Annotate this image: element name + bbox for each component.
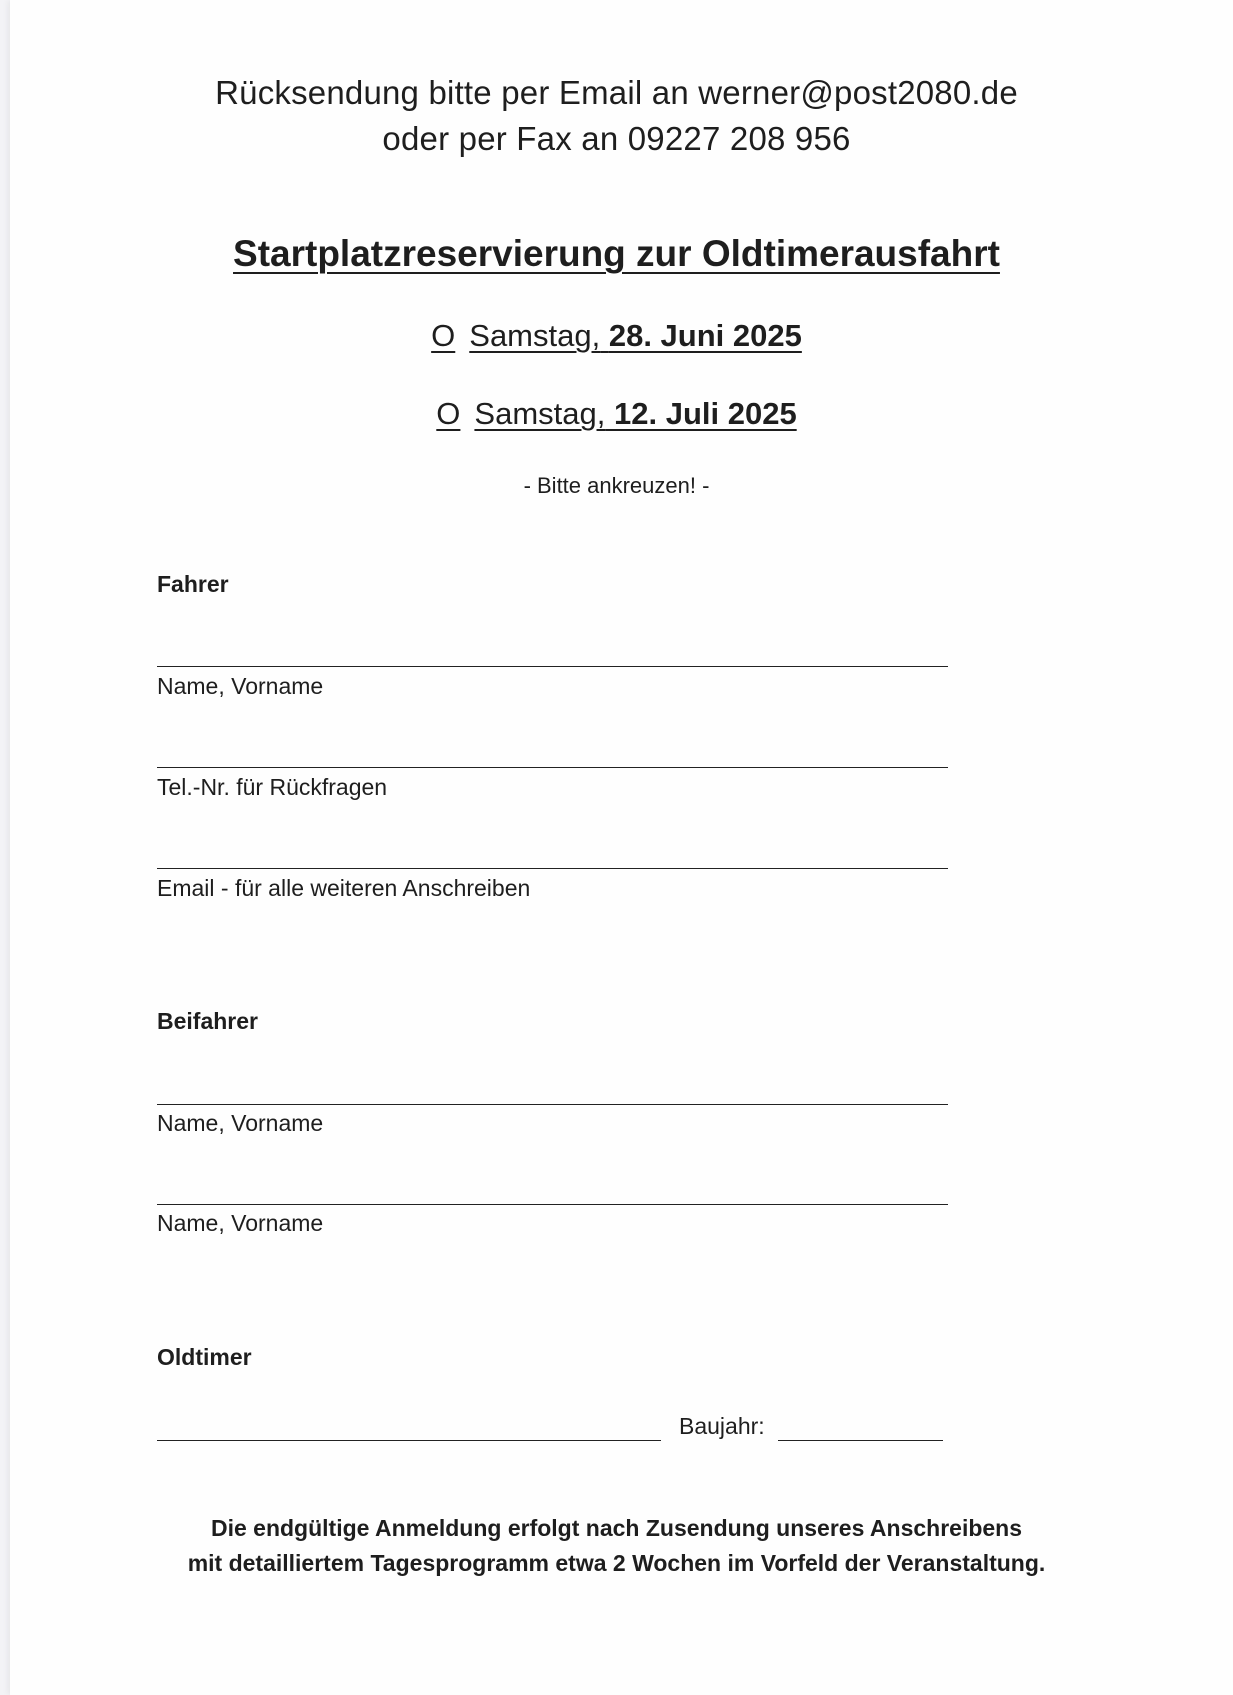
section-heading-beifahrer: Beifahrer (157, 1008, 258, 1034)
section-heading-fahrer: Fahrer (157, 571, 229, 597)
return-instruction-fax: oder per Fax an 09227 208 956 (382, 120, 851, 157)
date-option-2[interactable] (0, 396, 1233, 432)
checkbox-circle-icon[interactable]: O (436, 396, 461, 431)
date-option-1[interactable] (0, 318, 1233, 354)
beifahrer-2-name-label: Name, Vorname (157, 1210, 324, 1236)
fahrer-name-label: Name, Vorname (157, 673, 324, 699)
fahrer-email-label: Email - für alle weiteren Anschreiben (157, 875, 531, 901)
check-hint: - Bitte ankreuzen! - (523, 473, 710, 498)
date-option-weekday: Samstag, (474, 396, 606, 431)
beifahrer-2-name-input[interactable] (157, 1204, 948, 1205)
oldtimer-vehicle-input[interactable] (157, 1440, 661, 1441)
registration-note-line-1: Die endgültige Anmeldung erfolgt nach Zusendung unseres Anschreibens (210, 1515, 1023, 1541)
return-instruction-email: Rücksendung bitte per Email an werner@post2080.de (215, 74, 1018, 111)
date-option-date: 12. Juli 2025 (614, 396, 797, 431)
fahrer-name-input[interactable] (157, 666, 948, 667)
section-heading-oldtimer: Oldtimer (157, 1344, 252, 1370)
page-title: Startplatzreservierung zur Oldtimerausfahrt (233, 233, 1000, 274)
beifahrer-1-name-input[interactable] (157, 1104, 948, 1105)
date-option-date: 28. Juni 2025 (608, 318, 802, 353)
baujahr-label: Baujahr: (679, 1413, 765, 1439)
fahrer-email-input[interactable] (157, 868, 948, 869)
beifahrer-1-name-label: Name, Vorname (157, 1110, 324, 1136)
baujahr-input[interactable] (778, 1440, 943, 1441)
registration-note-line-2: mit detailliertem Tagesprogramm etwa 2 Wochen im Vorfeld der Veranstaltung. (187, 1550, 1046, 1576)
checkbox-circle-icon[interactable]: O (431, 318, 456, 353)
fahrer-phone-input[interactable] (157, 767, 948, 768)
date-option-weekday: Samstag, (469, 318, 601, 353)
fahrer-phone-label: Tel.-Nr. für Rückfragen (157, 774, 388, 800)
